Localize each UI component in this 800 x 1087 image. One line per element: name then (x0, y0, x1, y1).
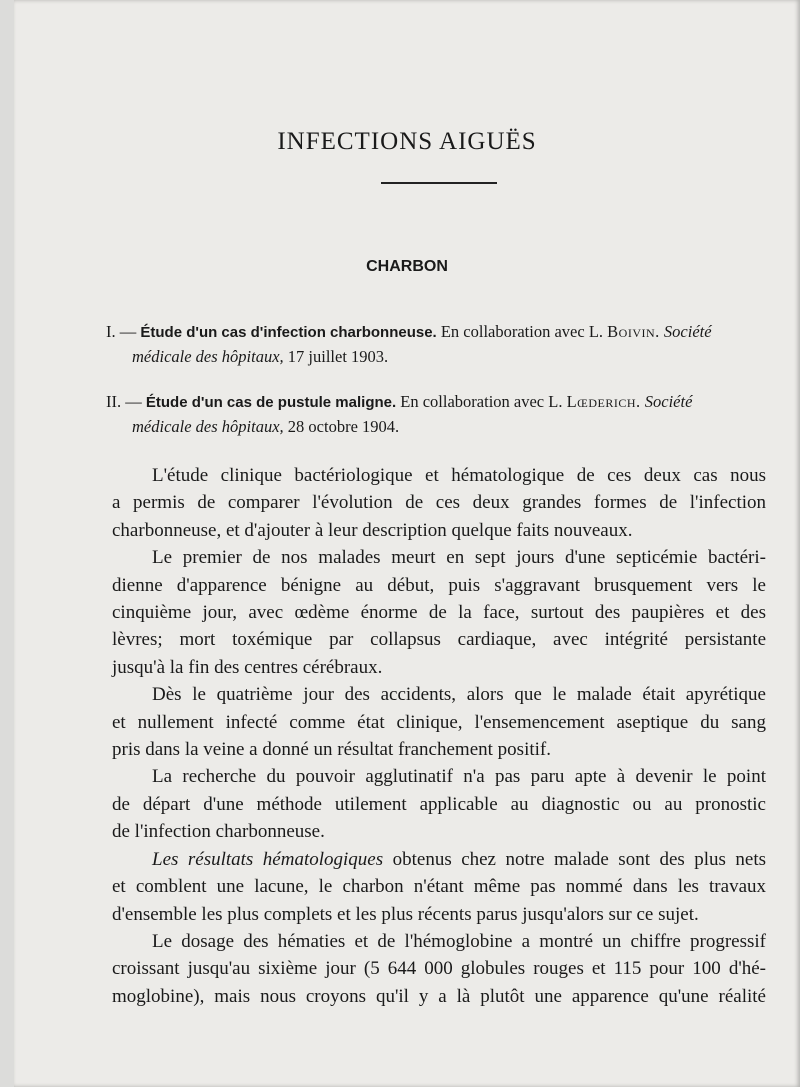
body-line: Le premier de nos malades meurt en sept jours d'une septicémie bactéri- (152, 547, 766, 569)
reference-title: Étude d'un cas de pustule maligne. (145, 394, 397, 411)
body-line: et comblent une lacune, le charbon n'étant même pas nommé dans les travaux (112, 876, 766, 898)
body-line: de l'infection charbonneuse. (112, 821, 325, 843)
italic-lead: Les résultats hématologiques (152, 848, 384, 870)
section-title: CHARBON (366, 258, 448, 275)
body-line: jusqu'à la fin des centres cérébraux. (112, 656, 383, 678)
body-line: pris dans la veine a donné un résultat franchement positif. (112, 739, 551, 761)
document-page (14, 0, 800, 1087)
reference-date: 28 octobre 1904. (287, 417, 400, 436)
reference-venue-cont: médicale des hôpitaux, (132, 347, 284, 366)
body-text (112, 462, 766, 1010)
reference-venue-cont: médicale des hôpitaux, (132, 417, 284, 436)
body-line: La recherche du pouvoir agglutinatif n'a pas paru apte à devenir le point (152, 766, 766, 788)
body-line-rest: obtenus chez notre malade sont des plus nets (392, 848, 767, 870)
reference-1 (106, 320, 774, 369)
reference-number: I. — (106, 322, 137, 341)
body-line: moglobine), mais nous croyons qu'il y a là plutôt une apparence qu'une réalité (112, 985, 766, 1007)
reference-collab: En collaboration avec L. (400, 392, 563, 411)
body-line: Dès le quatrième jour des accidents, alors que le malade était apyrétique (152, 684, 766, 706)
body-line: croissant jusqu'au sixième jour (5 644 000 globules rouges et 115 pour 100 d'hé- (112, 958, 766, 980)
body-line: de départ d'une méthode utilement applicable au diagnostic ou au pronostic (112, 793, 766, 815)
body-line: d'ensemble les plus complets et les plus récents parus jusqu'alors sur ce sujet. (112, 903, 699, 925)
reference-number: II. — (106, 392, 142, 411)
chapter-title: INFECTIONS AIGUËS (277, 128, 537, 155)
body-line-italic-lead (112, 846, 766, 873)
reference-venue: Société (663, 322, 712, 341)
body-line: Le dosage des hématies et de l'hémoglobine a montré un chiffre progressif (152, 930, 766, 952)
reference-title: Étude d'un cas d'infection charbonneuse. (140, 324, 437, 341)
body-line: dienne d'apparence bénigne au début, puis s'aggravant brusquement vers le (112, 574, 766, 596)
reference-author: Lœderich. (566, 392, 641, 411)
reference-venue: Société (644, 392, 693, 411)
body-line: a permis de comparer l'évolution de ces deux grandes formes de l'infection (112, 492, 766, 514)
title-rule (381, 182, 497, 184)
body-line: cinquième jour, avec œdème énorme de la face, surtout des paupières et des (112, 602, 766, 624)
reference-author: Boivin. (607, 322, 660, 341)
body-line: et nullement infecté comme état clinique, l'ensemencement aseptique du sang (112, 711, 766, 733)
body-line: L'étude clinique bactériologique et hématologique de ces deux cas nous (152, 465, 766, 486)
body-line: charbonneuse, et d'ajouter à leur description quelque faits nouveaux. (112, 519, 633, 541)
reference-date: 17 juillet 1903. (287, 347, 389, 366)
reference-collab: En collaboration avec L. (440, 322, 604, 341)
reference-2 (106, 390, 774, 439)
body-line: lèvres; mort toxémique par collapsus cardiaque, avec intégrité persistante (112, 629, 766, 651)
